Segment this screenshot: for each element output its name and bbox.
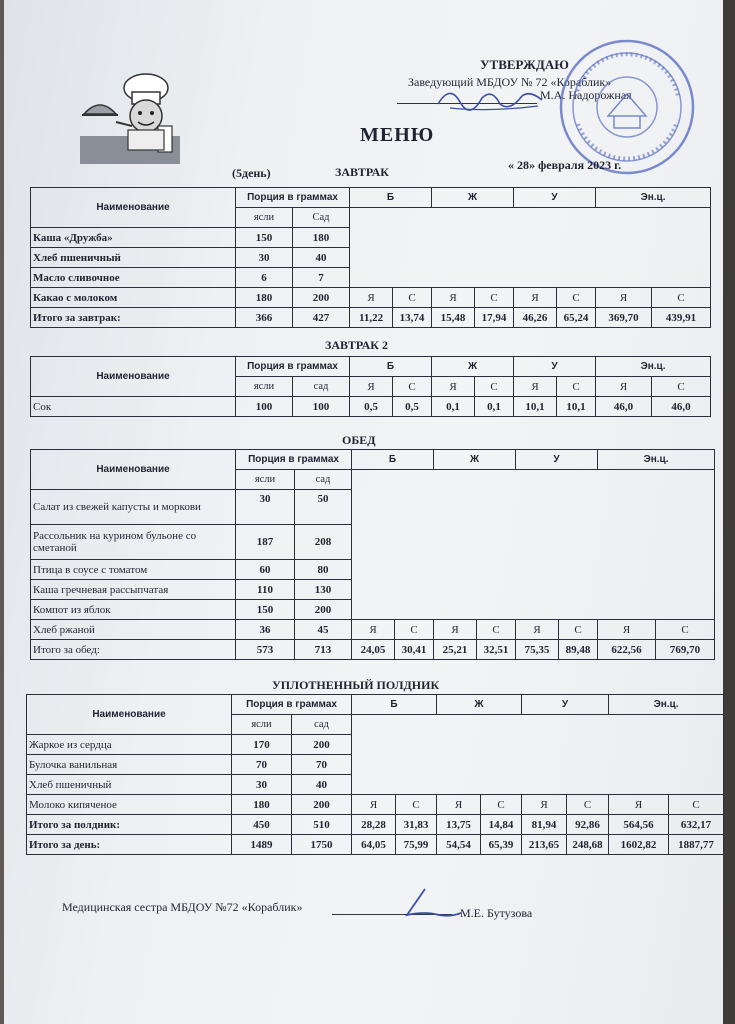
column-en-header: Эн.ц.	[596, 188, 711, 208]
ya-label: Я	[432, 377, 475, 397]
ya-label: Я	[350, 288, 393, 308]
total-sad: 427	[293, 308, 350, 328]
column-en-header: Эн.ц.	[596, 357, 711, 377]
item-name: Салат из свежей капусты и моркови	[31, 490, 236, 525]
item-yasli: 100	[236, 397, 293, 417]
item-yasli: 36	[236, 620, 295, 640]
background-edge	[723, 0, 735, 1024]
total-value: 564,56	[609, 815, 669, 835]
total-row	[31, 308, 711, 328]
item-sad: 40	[293, 248, 350, 268]
total-value: 11,22	[350, 308, 393, 328]
column-name-header: Наименование	[31, 188, 236, 228]
snack-table	[26, 694, 724, 855]
day-total-label: Итого за день:	[27, 835, 232, 855]
sad-header: сад	[293, 377, 350, 397]
item-sad: 130	[295, 580, 352, 600]
s-label: С	[393, 377, 432, 397]
total-row	[27, 815, 724, 835]
empty-block	[350, 208, 711, 288]
table-row	[31, 397, 711, 417]
total-value: 92,86	[567, 815, 609, 835]
day-total-value: 54,54	[437, 835, 481, 855]
ya-label: Я	[434, 620, 477, 640]
item-value: 0,5	[350, 397, 393, 417]
s-label: С	[559, 620, 598, 640]
total-value: 81,94	[522, 815, 567, 835]
snack-title: УПЛОТНЕННЫЙ ПОЛДНИК	[272, 678, 440, 692]
ya-label: Я	[514, 377, 557, 397]
breakfast2-title: ЗАВТРАК 2	[325, 338, 389, 352]
table-row	[27, 795, 724, 815]
item-value: 0,1	[475, 397, 514, 417]
column-u-header: У	[514, 188, 596, 208]
column-zh-header: Ж	[432, 188, 514, 208]
s-label: С	[477, 620, 516, 640]
ya-label: Я	[352, 620, 395, 640]
table-row	[31, 288, 711, 308]
item-value: 0,1	[432, 397, 475, 417]
s-label: С	[652, 288, 711, 308]
table-header-row	[31, 357, 711, 377]
column-b-header: Б	[352, 450, 434, 470]
official-stamp	[556, 36, 698, 178]
column-zh-header: Ж	[437, 695, 522, 715]
item-sad: 200	[293, 288, 350, 308]
day-total-value: 248,68	[567, 835, 609, 855]
total-label: Итого за завтрак:	[31, 308, 236, 328]
total-label: Итого за обед:	[31, 640, 236, 660]
day-total-value: 213,65	[522, 835, 567, 855]
ya-label: Я	[596, 377, 652, 397]
column-portion-header: Порция в граммах	[232, 695, 352, 715]
column-b-header: Б	[350, 357, 432, 377]
item-yasli: 150	[236, 228, 293, 248]
item-sad: 7	[293, 268, 350, 288]
chef-illustration	[76, 66, 186, 166]
column-portion-header: Порция в граммах	[236, 188, 350, 208]
director-name: М.А. Надорожная	[540, 88, 632, 102]
total-value: 31,83	[396, 815, 437, 835]
total-value: 30,41	[395, 640, 434, 660]
column-zh-header: Ж	[432, 357, 514, 377]
item-yasli: 60	[236, 560, 295, 580]
item-name: Каша «Дружба»	[31, 228, 236, 248]
s-label: С	[393, 288, 432, 308]
column-en-header: Эн.ц.	[609, 695, 724, 715]
item-value: 46,0	[596, 397, 652, 417]
total-sad: 713	[295, 640, 352, 660]
s-label: С	[395, 620, 434, 640]
column-name-header: Наименование	[31, 450, 236, 490]
total-value: 75,35	[516, 640, 559, 660]
s-label: С	[481, 795, 522, 815]
sad-header: Сад	[293, 208, 350, 228]
item-name: Компот из яблок	[31, 600, 236, 620]
item-value: 10,1	[514, 397, 557, 417]
column-name-header: Наименование	[27, 695, 232, 735]
item-value: 46,0	[652, 397, 711, 417]
column-name-header: Наименование	[31, 357, 236, 397]
ya-label: Я	[514, 288, 557, 308]
s-label: С	[557, 288, 596, 308]
page-title: МЕНЮ	[360, 124, 435, 146]
ya-label: Я	[437, 795, 481, 815]
item-sad: 40	[292, 775, 352, 795]
total-value: 28,28	[352, 815, 396, 835]
item-name: Масло сливочное	[31, 268, 236, 288]
s-label: С	[656, 620, 715, 640]
item-name: Сок	[31, 397, 236, 417]
breakfast-title: ЗАВТРАК	[335, 165, 390, 179]
day-total-value: 65,39	[481, 835, 522, 855]
item-name: Птица в соусе с томатом	[31, 560, 236, 580]
day-total-value: 1602,82	[609, 835, 669, 855]
yasli-header: ясли	[236, 377, 293, 397]
s-label: С	[652, 377, 711, 397]
ya-label: Я	[522, 795, 567, 815]
item-name: Хлеб ржаной	[31, 620, 236, 640]
item-sad: 200	[295, 600, 352, 620]
column-zh-header: Ж	[434, 450, 516, 470]
yasli-header: ясли	[232, 715, 292, 735]
item-yasli: 70	[232, 755, 292, 775]
total-label: Итого за полдник:	[27, 815, 232, 835]
total-value: 439,91	[652, 308, 711, 328]
total-value: 15,48	[432, 308, 475, 328]
date-label: « 28» февраля 2023 г.	[508, 158, 622, 172]
item-yasli: 30	[236, 248, 293, 268]
lunch-title: ОБЕД	[342, 433, 376, 447]
column-portion-header: Порция в граммах	[236, 357, 350, 377]
total-value: 769,70	[656, 640, 715, 660]
item-sad: 45	[295, 620, 352, 640]
item-sad: 200	[292, 795, 352, 815]
total-value: 25,21	[434, 640, 477, 660]
total-yasli: 573	[236, 640, 295, 660]
table-header-row	[31, 450, 715, 470]
item-yasli: 187	[236, 525, 295, 560]
item-value: 0,5	[393, 397, 432, 417]
column-u-header: У	[522, 695, 609, 715]
yasli-header: ясли	[236, 470, 295, 490]
s-label: С	[669, 795, 724, 815]
day-total-value: 75,99	[396, 835, 437, 855]
total-value: 89,48	[559, 640, 598, 660]
day-total-row	[27, 835, 724, 855]
column-b-header: Б	[352, 695, 437, 715]
item-yasli: 170	[232, 735, 292, 755]
total-value: 32,51	[477, 640, 516, 660]
column-portion-header: Порция в граммах	[236, 450, 352, 470]
item-sad: 180	[293, 228, 350, 248]
column-en-header: Эн.ц.	[598, 450, 715, 470]
item-yasli: 110	[236, 580, 295, 600]
day-total-value: 1887,77	[669, 835, 724, 855]
item-yasli: 6	[236, 268, 293, 288]
item-sad: 100	[293, 397, 350, 417]
total-value: 65,24	[557, 308, 596, 328]
item-yasli: 180	[232, 795, 292, 815]
item-value: 10,1	[557, 397, 596, 417]
director-signature	[430, 82, 550, 116]
empty-block	[352, 470, 715, 620]
approve-heading: УТВЕРЖДАЮ	[480, 57, 569, 72]
column-u-header: У	[516, 450, 598, 470]
column-b-header: Б	[350, 188, 432, 208]
day-total-value: 64,05	[352, 835, 396, 855]
item-sad: 70	[292, 755, 352, 775]
table-row	[31, 620, 715, 640]
total-value: 369,70	[596, 308, 652, 328]
column-u-header: У	[514, 357, 596, 377]
total-yasli: 450	[232, 815, 292, 835]
total-value: 13,75	[437, 815, 481, 835]
total-value: 14,84	[481, 815, 522, 835]
total-value: 24,05	[352, 640, 395, 660]
sad-header: сад	[292, 715, 352, 735]
item-name: Хлеб пшеничный	[31, 248, 236, 268]
sad-header: сад	[295, 470, 352, 490]
day-label: (5день)	[232, 166, 271, 180]
total-value: 46,26	[514, 308, 557, 328]
total-yasli: 366	[236, 308, 293, 328]
item-name: Рассольник на курином бульоне со сметаной	[31, 525, 236, 560]
item-yasli: 30	[232, 775, 292, 795]
item-name: Жаркое из сердца	[27, 735, 232, 755]
director-position: Заведующий МБДОУ № 72 «Кораблик»	[408, 75, 612, 89]
day-total-yasli: 1489	[232, 835, 292, 855]
empty-block	[352, 715, 724, 795]
total-row	[31, 640, 715, 660]
item-name: Каша гречневая рассыпчатая	[31, 580, 236, 600]
item-yasli: 30	[236, 490, 295, 525]
lunch-table	[30, 449, 715, 660]
ya-label: Я	[516, 620, 559, 640]
item-yasli: 180	[236, 288, 293, 308]
nurse-name: М.Е. Бутузова	[460, 906, 533, 920]
ya-label: Я	[596, 288, 652, 308]
ya-label: Я	[598, 620, 656, 640]
ya-label: Я	[609, 795, 669, 815]
s-label: С	[567, 795, 609, 815]
nurse-position: Медицинская сестра МБДОУ №72 «Кораблик»	[62, 900, 303, 914]
item-sad: 208	[295, 525, 352, 560]
item-sad: 50	[295, 490, 352, 525]
item-yasli: 150	[236, 600, 295, 620]
item-name: Булочка ванильная	[27, 755, 232, 775]
ya-label: Я	[432, 288, 475, 308]
ya-label: Я	[352, 795, 396, 815]
total-value: 13,74	[393, 308, 432, 328]
item-name: Какао с молоком	[31, 288, 236, 308]
breakfast-table	[30, 187, 711, 328]
item-name: Хлеб пшеничный	[27, 775, 232, 795]
s-label: С	[475, 377, 514, 397]
s-label: С	[396, 795, 437, 815]
s-label: С	[475, 288, 514, 308]
breakfast2-table	[30, 356, 711, 417]
table-header-row	[27, 695, 724, 715]
ya-label: Я	[350, 377, 393, 397]
table-header-row	[31, 188, 711, 208]
nurse-signature	[395, 885, 465, 921]
total-sad: 510	[292, 815, 352, 835]
s-label: С	[557, 377, 596, 397]
day-total-sad: 1750	[292, 835, 352, 855]
total-value: 622,56	[598, 640, 656, 660]
yasli-header: ясли	[236, 208, 293, 228]
item-sad: 80	[295, 560, 352, 580]
total-value: 17,94	[475, 308, 514, 328]
item-sad: 200	[292, 735, 352, 755]
total-value: 632,17	[669, 815, 724, 835]
item-name: Молоко кипяченое	[27, 795, 232, 815]
